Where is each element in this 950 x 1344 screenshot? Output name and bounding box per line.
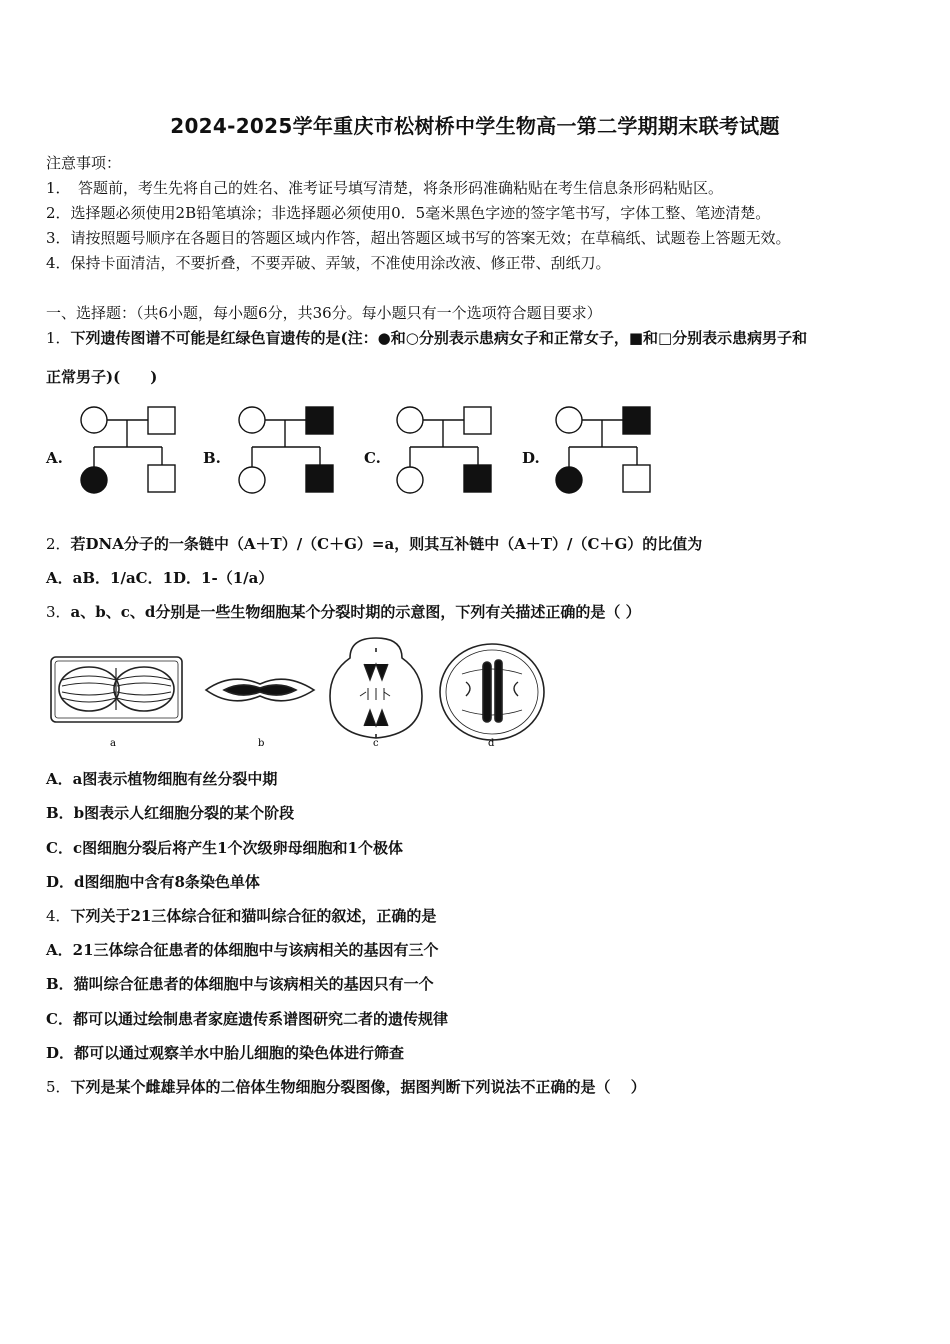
notice-item-3: 3．请按照题号顺序在各题目的答题区域内作答，超出答题区域书写的答案无效；在草稿纸、试题卷上答题无效。 <box>46 229 791 247</box>
pedigree-b <box>236 403 340 495</box>
pedigree-option-c: C. <box>364 449 381 467</box>
notice-item-4: 4．保持卡面清洁，不要折叠，不要弄破、弄皱，不准使用涂改液、修正带、刮纸刀。 <box>46 254 611 272</box>
cell-b-image <box>206 679 314 701</box>
question-3-option-d: D．d图细胞中含有8条染色单体 <box>46 873 260 891</box>
question-3-option-a: A．a图表示植物细胞有丝分裂中期 <box>46 770 278 788</box>
cell-c-label: c <box>373 738 379 749</box>
normal-male-icon <box>623 465 650 492</box>
question-number: 3． <box>46 603 71 621</box>
cell-d-label: d <box>488 738 495 749</box>
question-number: 4． <box>46 907 71 925</box>
normal-male-icon <box>148 407 175 434</box>
cell-division-figure <box>46 634 546 752</box>
cell-a-image <box>51 657 182 722</box>
question-4-option-b: B．猫叫综合征患者的体细胞中与该病相关的基因只有一个 <box>46 975 434 993</box>
question-text: 下列是某个雌雄异体的二倍体生物细胞分裂图像，据图判断下列说法不正确的是（ ） <box>70 1078 646 1096</box>
question-3-option-c: C．c图细胞分裂后将产生1个次级卵母细胞和1个极体 <box>46 839 403 857</box>
question-4-option-c: C．都可以通过绘制患者家庭遗传系谱图研究二者的遗传规律 <box>46 1010 448 1028</box>
notice-item-1: 1． 答题前，考生先将自己的姓名、准考证号填写清楚，将条形码准确粘贴在考生信息条形码粘贴区。 <box>46 179 724 197</box>
notice-item-2: 2．选择题必须使用2B铅笔填涂；非选择题必须使用0．5毫米黑色字迹的签字笔书写，字体工整、笔迹清楚。 <box>46 204 771 222</box>
question-4-option-a: A．21三体综合征患者的体细胞中与该病相关的基因有三个 <box>46 941 439 959</box>
affected-female-icon <box>556 467 582 493</box>
question-1 <box>46 327 807 348</box>
affected-male-icon <box>306 407 333 434</box>
question-number: 1． <box>46 329 71 347</box>
question-text: 下列遗传图谱不可能是红绿色盲遗传的是(注：●和○分别表示患病女子和正常女子，■和□分别表示患病男子和 <box>70 329 808 347</box>
normal-female-icon <box>397 467 423 493</box>
normal-male-icon <box>464 407 491 434</box>
normal-female-icon <box>239 467 265 493</box>
page-title: 2024-2025学年重庆市松树桥中学生物高一第二学期期末联考试题 <box>170 114 780 138</box>
question-text: 若DNA分子的一条链中（A＋T）/（C＋G）=a，则其互补链中（A＋T）/（C＋G）的比值为 <box>70 535 703 553</box>
question-4-option-d: D．都可以通过观察羊水中胎儿细胞的染色体进行筛查 <box>46 1044 405 1062</box>
question-1-line-2: 正常男子)( ) <box>46 368 158 386</box>
question-2 <box>46 533 702 554</box>
question-2-options: A．aB．1/aC．1D．1-（1/a） <box>46 569 274 587</box>
question-4 <box>46 905 436 926</box>
affected-male-icon <box>623 407 650 434</box>
normal-male-icon <box>148 465 175 492</box>
notice-heading: 注意事项： <box>46 154 122 172</box>
pedigree-a <box>78 403 182 495</box>
pedigree-c <box>394 403 498 495</box>
question-text: 下列关于21三体综合征和猫叫综合征的叙述，正确的是 <box>70 907 437 925</box>
affected-male-icon <box>306 465 333 492</box>
question-number: 2． <box>46 535 71 553</box>
cell-d-image <box>440 644 544 740</box>
cell-a-label: a <box>110 738 116 749</box>
pedigree-option-d: D. <box>522 449 540 467</box>
pedigree-option-b: B. <box>203 449 221 467</box>
normal-female-icon <box>81 407 107 433</box>
affected-male-icon <box>464 465 491 492</box>
normal-female-icon <box>239 407 265 433</box>
question-text: a、b、c、d分别是一些生物细胞某个分裂时期的示意图，下列有关描述正确的是（ ） <box>70 603 641 621</box>
question-3-option-b: B．b图表示人红细胞分裂的某个阶段 <box>46 804 295 822</box>
cell-b-label: b <box>258 738 265 749</box>
pedigree-option-a: A. <box>46 449 63 467</box>
section-heading: 一、选择题：（共6小题，每小题6分，共36分。每小题只有一个选项符合题目要求） <box>46 304 602 322</box>
pedigree-d <box>553 403 657 495</box>
normal-female-icon <box>397 407 423 433</box>
question-3 <box>46 601 641 622</box>
question-number: 5． <box>46 1078 71 1096</box>
cell-c-image <box>330 638 422 738</box>
question-5 <box>46 1076 646 1097</box>
affected-female-icon <box>81 467 107 493</box>
normal-female-icon <box>556 407 582 433</box>
